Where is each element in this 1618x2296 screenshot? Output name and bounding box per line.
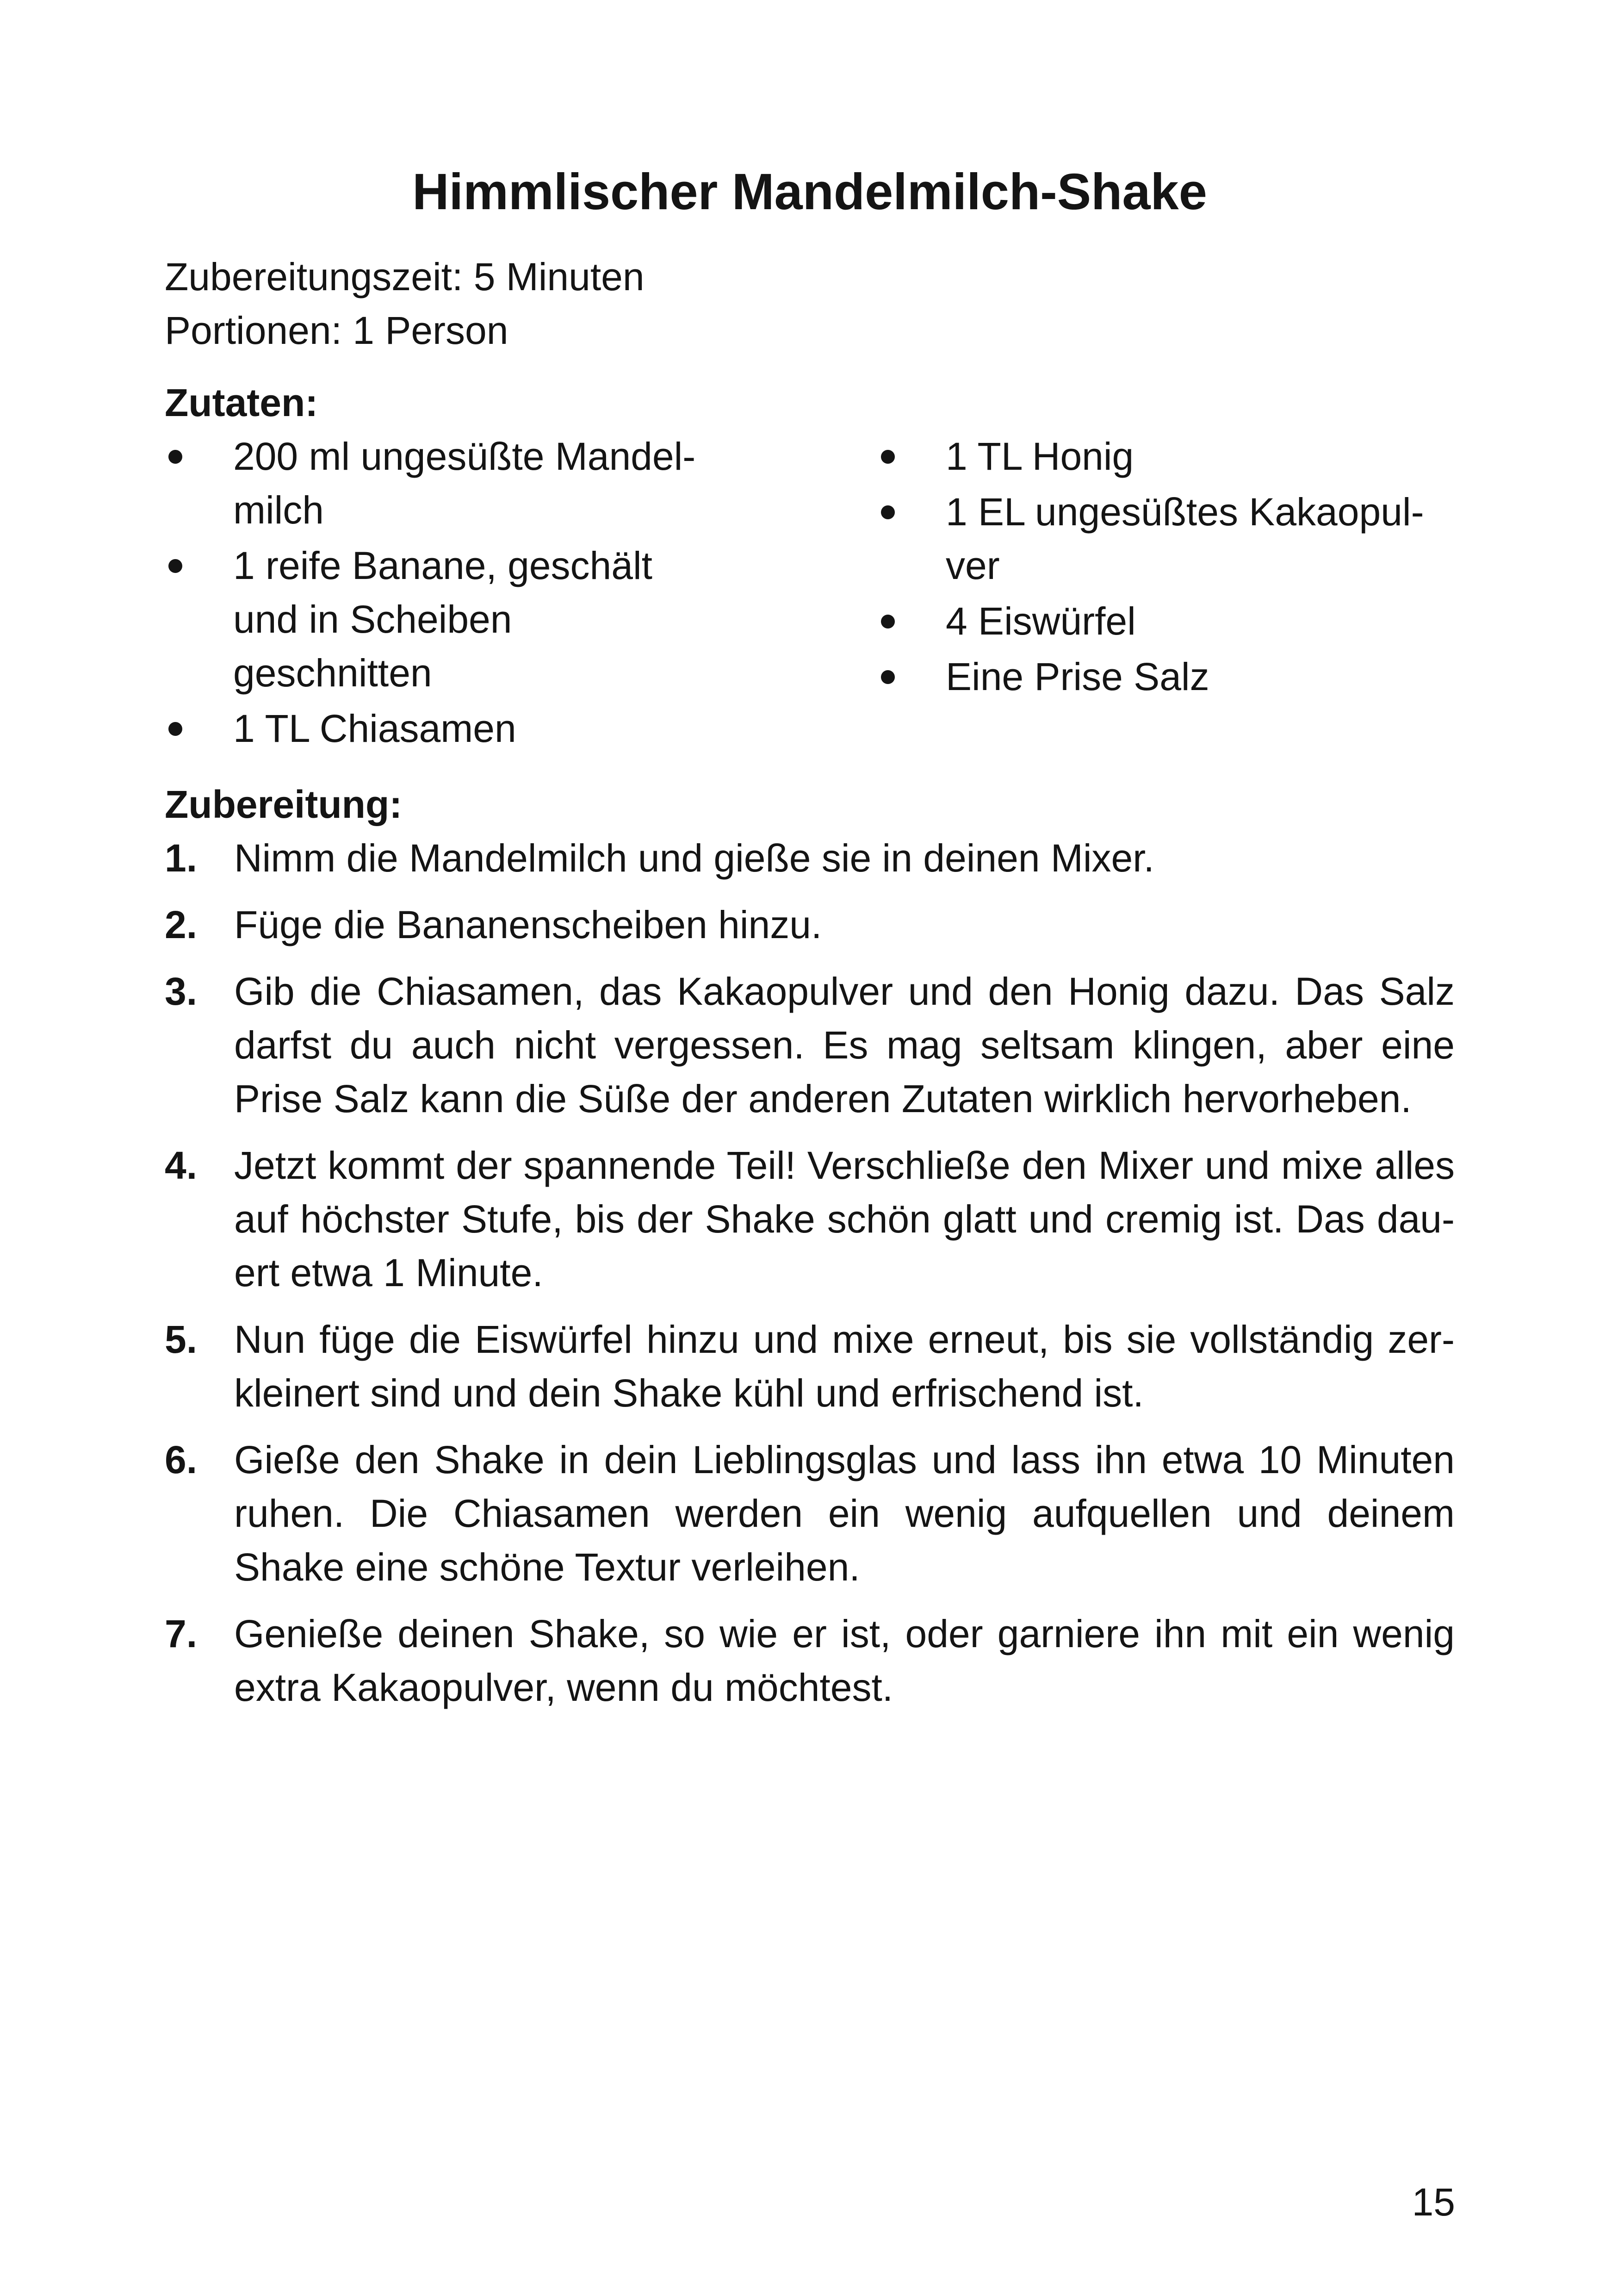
step-item xyxy=(165,1313,1455,1420)
ingredient-item xyxy=(877,429,1455,483)
recipe-page xyxy=(165,157,1455,1727)
ingredients-column-left xyxy=(165,429,706,757)
step-text: Füge die Bananenscheiben hinzu. xyxy=(234,903,822,946)
ingredient-text: 1 EL ungesüßtes Kakaopul-ver xyxy=(946,490,1424,587)
ingredient-item xyxy=(165,702,706,755)
ingredient-text: 1 TL Honig xyxy=(946,435,1134,478)
step-text: Gieße den Shake in dein Lieblingsglas und lass ihn etwa 10 Minuten ruhen. Die Chiasamen werden ein wenig aufquellen und deinem Shake eine schöne Textur verleihen. xyxy=(234,1438,1455,1589)
servings: Portionen: 1 Person xyxy=(165,309,508,352)
bullet-icon xyxy=(881,615,895,628)
step-text: Jetzt kommt der spannende Teil! Verschließe den Mixer und mixe alles auf höchster Stufe, bis der Shake schön glatt und cremig ist. Das dau-ert etwa 1 Minute. xyxy=(234,1144,1455,1294)
preparation-steps xyxy=(165,831,1455,1714)
ingredient-text: 200 ml ungesüßte Mandel-milch xyxy=(233,435,696,532)
ingredients-heading: Zutaten: xyxy=(165,381,318,424)
ingredient-text: Eine Prise Salz xyxy=(946,655,1209,698)
bullet-icon xyxy=(168,450,182,464)
bullet-icon xyxy=(168,559,182,573)
recipe-title: Himmlischer Mandelmilch-Shake xyxy=(412,163,1207,220)
step-item xyxy=(165,1139,1455,1300)
ingredient-text: 1 TL Chiasamen xyxy=(233,707,516,750)
ingredient-item xyxy=(165,429,706,537)
bullet-icon xyxy=(168,722,182,736)
step-number: 6. xyxy=(165,1438,198,1481)
step-number: 2. xyxy=(165,903,198,946)
step-text: Nun füge die Eiswürfel hinzu und mixe erneut, bis sie vollständig zer-kleinert sind und dein Shake kühl und erfrischend ist. xyxy=(234,1318,1455,1415)
step-item xyxy=(165,831,1455,885)
ingredient-item xyxy=(877,650,1455,703)
prep-time: Zubereitungszeit: 5 Minuten xyxy=(165,255,645,299)
ingredients-list xyxy=(165,429,1455,757)
preparation-heading: Zubereitung: xyxy=(165,783,403,826)
ingredient-item xyxy=(877,594,1455,648)
bullet-icon xyxy=(881,450,895,464)
step-item xyxy=(165,964,1455,1126)
step-text: Genieße deinen Shake, so wie er ist, oder garniere ihn mit ein wenig extra Kakaopulver, wenn du möchtest. xyxy=(234,1612,1455,1709)
step-number: 4. xyxy=(165,1144,198,1187)
ingredient-item xyxy=(165,539,706,700)
page-number: 15 xyxy=(1412,2180,1455,2224)
step-item xyxy=(165,898,1455,952)
step-text: Gib die Chiasamen, das Kakaopulver und den Honig dazu. Das Salz darfst du auch nicht vergessen. Es mag seltsam klingen, aber eine Prise Salz kann die Süße der anderen Zutaten wirklich hervorheben. xyxy=(234,970,1455,1120)
step-text: Nimm die Mandelmilch und gieße sie in deinen Mixer. xyxy=(234,836,1154,880)
bullet-icon xyxy=(881,670,895,684)
step-number: 1. xyxy=(165,836,198,880)
ingredients-column-right xyxy=(877,429,1455,757)
step-number: 7. xyxy=(165,1612,198,1655)
ingredient-item xyxy=(877,485,1455,592)
step-number: 3. xyxy=(165,970,198,1013)
bullet-icon xyxy=(881,505,895,519)
step-item xyxy=(165,1607,1455,1714)
step-item xyxy=(165,1433,1455,1594)
step-number: 5. xyxy=(165,1318,198,1361)
ingredient-text: 4 Eiswürfel xyxy=(946,599,1136,643)
ingredient-text: 1 reife Banane, geschält und in Scheiben geschnitten xyxy=(233,544,652,695)
